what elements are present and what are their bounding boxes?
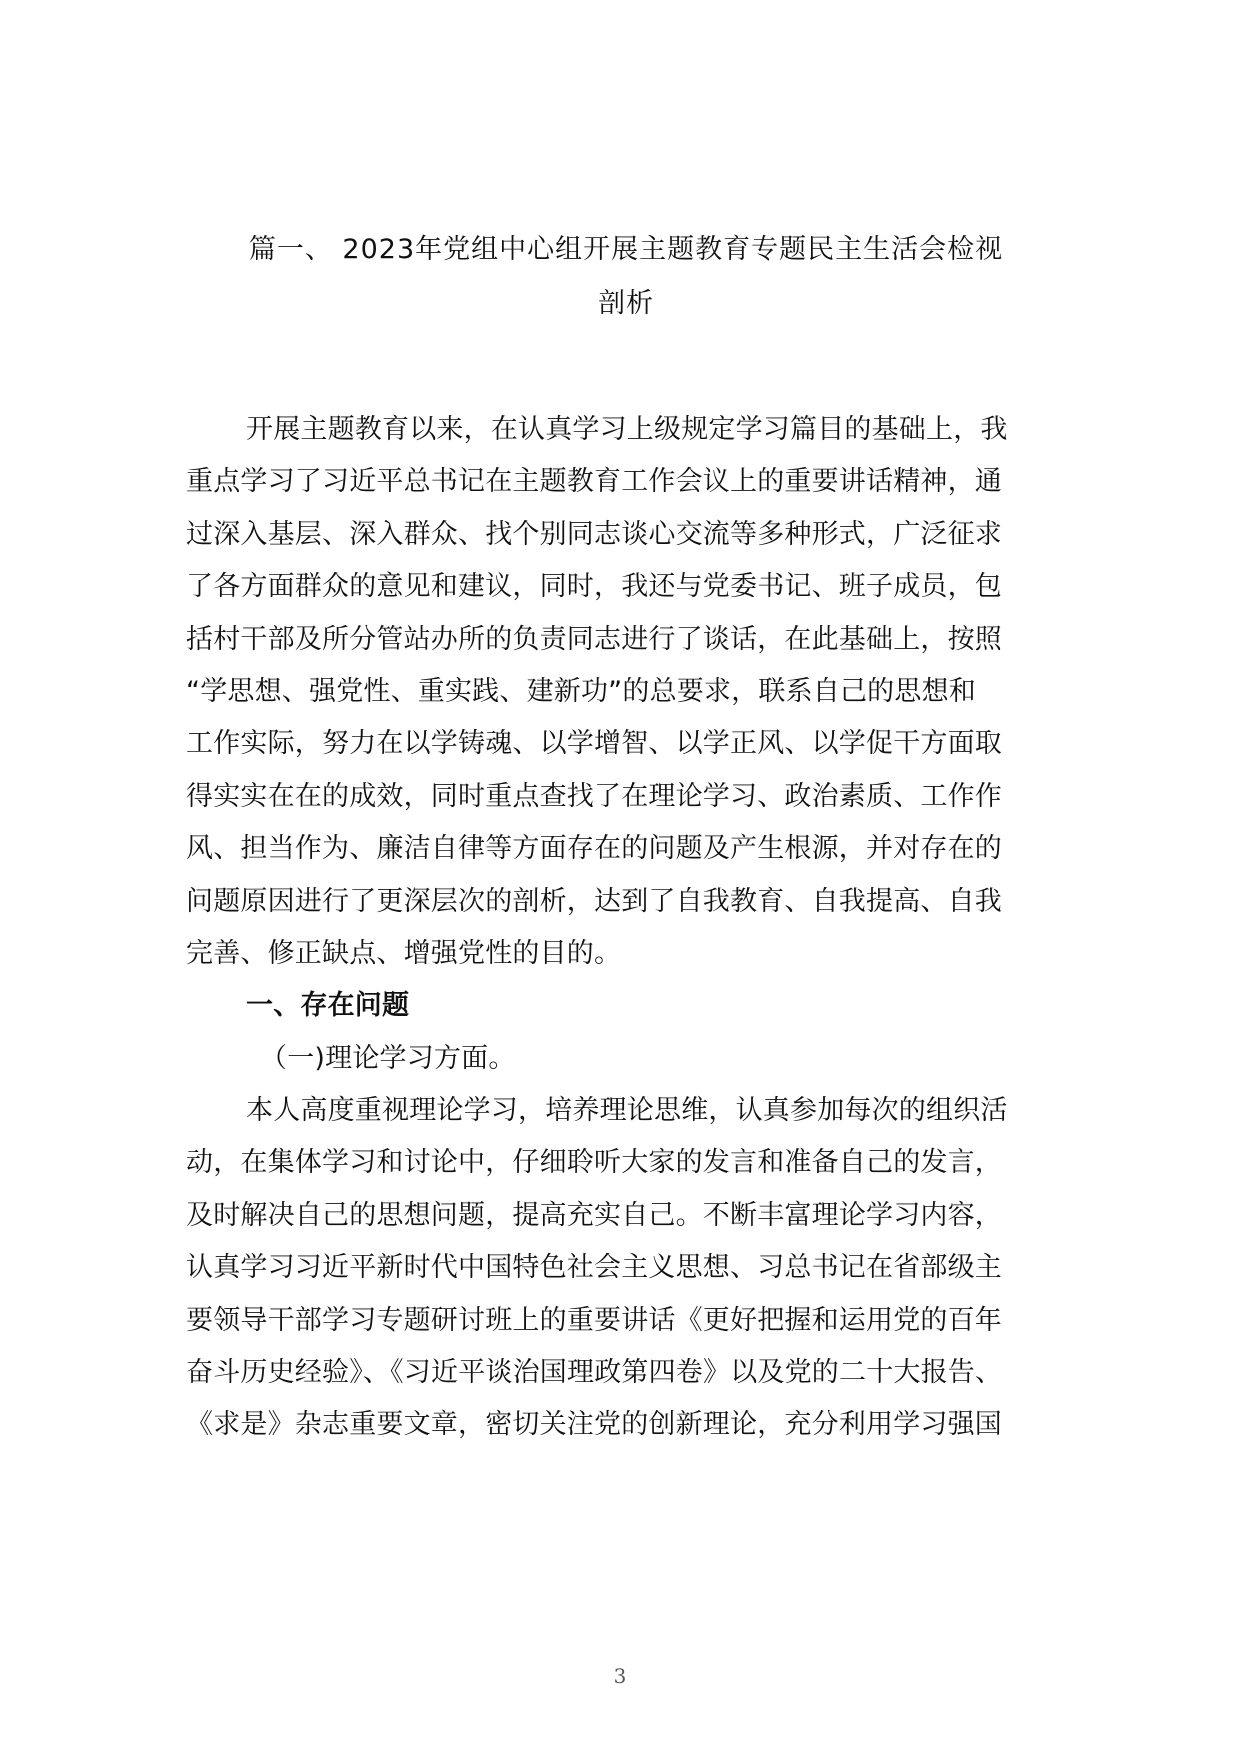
paragraph-1-line: 风、担当作为、廉洁自律等方面存在的问题及产生根源，并对存在的 bbox=[186, 833, 1002, 865]
paragraph-1-line: 得实实在在的成效，同时重点查找了在理论学习、政治素质、工作作 bbox=[186, 780, 1002, 812]
paragraph-1-line: 问题原因进行了更深层次的剖析，达到了自我教育、自我提高、自我 bbox=[186, 885, 1002, 917]
paragraph-1-line: 工作实际，努力在以学铸魂、以学增智、以学正风、以学促干方面取 bbox=[186, 728, 1002, 760]
paragraph-1-line: 完善、修正缺点、增强党性的目的。 bbox=[186, 937, 622, 969]
document-body bbox=[186, 404, 1066, 1452]
page-number: 3 bbox=[613, 1664, 627, 1688]
paragraph-1-line: 开展主题教育以来，在认真学习上级规定学习篇目的基础上，我 bbox=[246, 414, 1008, 445]
paragraph-2-line: 认真学习习近平新时代中国特色社会主义思想、习总书记在省部级主 bbox=[186, 1252, 1002, 1284]
paragraph-1-line: 了各方面群众的意见和建议，同时，我还与党委书记、班子成员，包 bbox=[186, 571, 1002, 603]
paragraph-2-line: 奋斗历史经验》、《习近平谈治国理政第四卷》以及党的二十大报告、 bbox=[186, 1357, 1003, 1389]
section-subheading: （一)理论学习方面。 bbox=[260, 1042, 516, 1074]
paragraph-2-line: 动，在集体学习和讨论中，仔细聆听大家的发言和准备自己的发言， bbox=[186, 1147, 1002, 1179]
paragraph-1-line: 重点学习了习近平总书记在主题教育工作会议上的重要讲话精神，通 bbox=[186, 466, 1002, 498]
paragraph-2-line: 《求是》杂志重要文章，密切关注党的创新理论，充分利用学习强国 bbox=[186, 1409, 1002, 1441]
section-heading: 一、存在问题 bbox=[246, 990, 410, 1022]
paragraph-1-line: 过深入基层、深入群众、找个别同志谈心交流等多种形式，广泛征求 bbox=[186, 518, 1002, 550]
paragraph-2-line: 本人高度重视理论学习，培养理论思维，认真参加每次的组织活 bbox=[246, 1095, 1008, 1127]
paragraph-1-line: “学思想、强党性、重实践、建新功”的总要求，联系自己的思想和 bbox=[186, 675, 976, 707]
paragraph-2-line: 及时解决自己的思想问题，提高充实自己。不断丰富理论学习内容， bbox=[186, 1199, 1002, 1231]
paragraph-1-line: 括村干部及所分管站办所的负责同志进行了谈话，在此基础上，按照 bbox=[186, 623, 1002, 655]
document-title-line-1: 篇一、 2023年党组中心组开展主题教育专题民主生活会检视 bbox=[248, 234, 1004, 265]
document-title-line-2: 剖析 bbox=[598, 288, 654, 319]
paragraph-2-line: 要领导干部学习专题研讨班上的重要讲话《更好把握和运用党的百年 bbox=[186, 1304, 1002, 1336]
